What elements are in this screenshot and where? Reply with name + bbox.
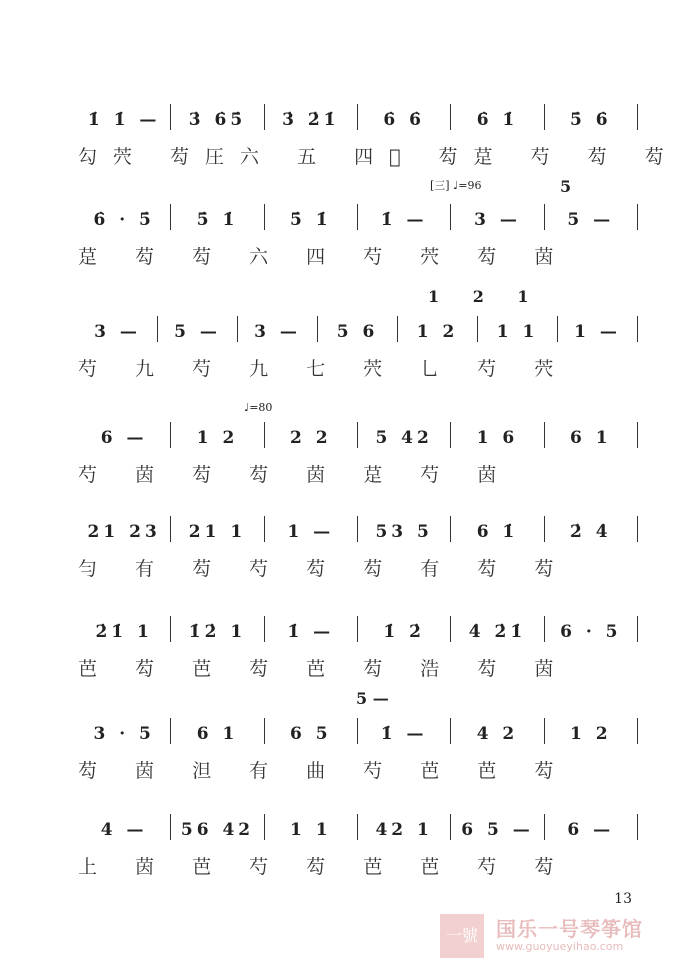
tablature: 勻 有 芶 芍 芶 芶 有 芶 芶 xyxy=(78,558,570,580)
measure xyxy=(451,422,544,448)
measure-notes: 3̇ 2̇1̇ xyxy=(282,110,340,130)
measure xyxy=(451,616,544,642)
measure xyxy=(78,718,171,744)
measure xyxy=(358,516,451,542)
measure xyxy=(451,814,544,840)
measure xyxy=(451,718,544,744)
measure xyxy=(265,104,358,130)
measure xyxy=(265,516,358,542)
measure xyxy=(545,814,638,840)
measure-notes: 1̇2̇ 1 xyxy=(188,622,247,642)
measure-notes: 3 — xyxy=(474,210,521,230)
watermark-title: 国乐一号琴筝馆 xyxy=(496,917,643,941)
measure-notes: 21 1 xyxy=(188,522,247,542)
measure xyxy=(78,516,171,542)
measure-notes: 2̇1̇ 1 xyxy=(95,622,153,642)
tablature: 芶 茵 泹 有 曲 芍 芭 芭 芶 xyxy=(78,760,570,782)
tablature: 勾茓 芶圧六 五 四𢀳 芶莡 芍 芶 芶 xyxy=(78,146,680,168)
measure-notes: 42 1 xyxy=(375,820,433,840)
score-row-8 xyxy=(78,810,638,879)
measure xyxy=(265,422,358,448)
page-number: 13 xyxy=(614,891,632,907)
measure xyxy=(318,316,398,342)
tablature: 上 茵 芭 芍 芶 芭 芭 芍 芶 xyxy=(78,856,570,878)
measure-notes: 1̇ — xyxy=(380,210,428,230)
measure xyxy=(171,814,264,840)
measure-notes: 4̇ 2̇1̇ xyxy=(468,622,527,642)
measure-notes: 1̇ 1̇ — xyxy=(87,110,161,130)
measure xyxy=(358,814,451,840)
measure xyxy=(238,316,318,342)
measure-notes: 5̇ 1̇ xyxy=(290,210,332,230)
measure-notes: 6 — xyxy=(100,428,148,448)
measure xyxy=(78,316,158,342)
measure-notes: 6̇ · 5̇ xyxy=(93,210,155,230)
measure-notes: 3 · 5 xyxy=(93,724,155,744)
measure xyxy=(158,316,238,342)
upper-notes: 1 2 1 xyxy=(428,287,543,306)
upper-notes: 5 — xyxy=(356,689,389,708)
measure-notes: 4 2 xyxy=(476,724,519,744)
measure xyxy=(171,616,264,642)
measure xyxy=(451,516,544,542)
measure-notes: 5̇ 6̇ xyxy=(570,110,612,130)
measure-notes: 1 1 xyxy=(290,820,332,840)
measure xyxy=(78,616,171,642)
tablature: 芍 茵 芶 芶 茵 莡 芍 茵 xyxy=(78,464,513,486)
measure-notes: 1 2 xyxy=(416,322,459,342)
measure-notes: 3 — xyxy=(254,322,301,342)
measure xyxy=(451,104,544,130)
measure-notes: 1 1 xyxy=(496,322,539,342)
measure-notes: 1 2 xyxy=(570,724,612,744)
measure xyxy=(78,814,171,840)
measure xyxy=(171,204,264,230)
measure xyxy=(78,104,171,130)
measure-notes: 1̇ — xyxy=(287,622,335,642)
measure-notes: 5̇ 1̇ xyxy=(196,210,239,230)
measure xyxy=(545,204,638,230)
measure-notes: 21 23 xyxy=(87,522,161,542)
measure-notes: 1 6 xyxy=(476,428,519,448)
measure xyxy=(265,814,358,840)
measure-notes: 5 6 xyxy=(336,322,379,342)
measure-notes: 6 1 xyxy=(196,724,239,744)
measure xyxy=(78,422,171,448)
measure xyxy=(545,718,638,744)
score-row-5 xyxy=(78,512,638,581)
measure xyxy=(171,422,264,448)
watermark-seal: 一號 xyxy=(440,914,484,958)
measure xyxy=(545,104,638,130)
measure xyxy=(358,422,451,448)
score-row-7 xyxy=(78,714,638,783)
measure xyxy=(545,616,638,642)
measure-notes: 3̇ 6̇5̇ xyxy=(188,110,247,130)
measure xyxy=(265,204,358,230)
measure-notes: 2̇ 4̇ xyxy=(570,522,612,542)
measure-notes: 6 1̇ xyxy=(476,522,519,542)
watermark xyxy=(496,918,643,954)
measure-notes: 4 — xyxy=(100,820,148,840)
measure xyxy=(358,616,451,642)
measure-notes: 1̇ — xyxy=(380,724,428,744)
measure-notes: 6 5 xyxy=(290,724,332,744)
section-tempo-mark: [三] ♩=96 xyxy=(430,179,482,192)
measure xyxy=(171,718,264,744)
measure-notes: 5 42 xyxy=(375,428,433,448)
measure xyxy=(358,104,451,130)
measure-notes: 5 — xyxy=(567,210,615,230)
measure xyxy=(358,718,451,744)
measure-notes: 6 — xyxy=(567,820,615,840)
measure xyxy=(171,104,264,130)
upper-note: 5 xyxy=(560,177,572,196)
measure xyxy=(358,204,451,230)
tablature: 芭 芶 芭 芶 芭 芶 浩 芶 茵 xyxy=(78,658,570,680)
tablature: 芍 九 芍 九 七 茓 乚 芍 茓 xyxy=(78,358,570,380)
measure xyxy=(265,616,358,642)
measure-notes: 6̇ 6̇ xyxy=(383,110,425,130)
measure-notes: 1 — xyxy=(287,522,335,542)
measure xyxy=(171,516,264,542)
measure-notes: 5 — xyxy=(174,322,221,342)
watermark-url: www.guoyueyihao.com xyxy=(496,940,624,953)
measure-notes: 53 5 xyxy=(375,522,433,542)
measure xyxy=(545,422,638,448)
score-row-4 xyxy=(78,418,638,487)
measure xyxy=(451,204,544,230)
score-row-6 xyxy=(78,612,638,681)
measure-notes: 6 · 5 xyxy=(560,622,622,642)
measure-notes: 3 — xyxy=(94,322,141,342)
measure xyxy=(265,718,358,744)
tablature: 莡 芶 芶 六 四 芍 茓 芶 茵 xyxy=(78,246,570,268)
score-row-3 xyxy=(78,312,638,381)
measure xyxy=(545,516,638,542)
measure-notes: 6 1 xyxy=(570,428,612,448)
measure-notes: 6̇ 1̇ xyxy=(476,110,519,130)
measure-notes: 1 2 xyxy=(196,428,239,448)
tempo-mark: ♩=80 xyxy=(244,401,273,414)
measure-notes: 1 — xyxy=(574,322,621,342)
measure xyxy=(558,316,638,342)
measure-notes: 2 2 xyxy=(290,428,332,448)
measure-notes: 56 42 xyxy=(180,820,255,840)
measure xyxy=(398,316,478,342)
score-row-2 xyxy=(78,200,638,269)
measure-notes: 6 5 — xyxy=(461,820,534,840)
measure xyxy=(78,204,171,230)
score-row-1 xyxy=(78,100,680,169)
measure xyxy=(478,316,558,342)
measure-notes: 1̇ 2̇ xyxy=(383,622,425,642)
